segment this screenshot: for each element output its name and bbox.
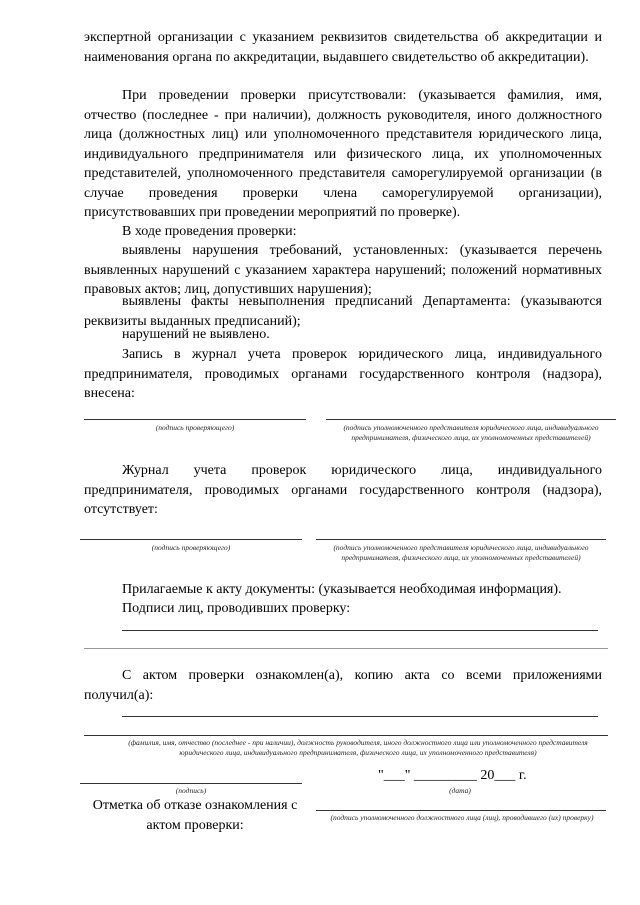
paragraph-accreditation: экспертной организации с указанием реквизитов свидетельства об аккредитации и наименования органа по аккредитации, выдавшего свидетельство об аккредитации). bbox=[84, 30, 602, 65]
refusal-mark-text: Отметка об отказе ознакомления с актом проверки: bbox=[92, 798, 298, 833]
representative-signature-line-1 bbox=[326, 419, 616, 420]
inspector-signature-caption-2: (подпись проверяющего) bbox=[151, 543, 231, 552]
representative-signature-caption-1: (подпись уполномоченного представителя юридического лица, индивидуального предпринимателя, физического лица, их уполномоченных представителей) bbox=[343, 423, 599, 442]
name-position-caption: (фамилия, имя, отчество (последнее - при наличии), должность руководителя, иного должностного лица или уполномоченного представителя юридического лица, индивидуального предпринимателя, физического лица, их уполномоченного представителя) bbox=[128, 738, 588, 757]
paragraph-acquainted: С актом проверки ознакомлен(а), копию акта со всеми приложениями получил(а): bbox=[84, 668, 602, 703]
attached-documents-text: Прилагаемые к акту документы: (указывается необходимая информация). bbox=[122, 582, 562, 597]
paragraph-journal-absent: Журнал учета проверок юридического лица, индивидуального предпринимателя, проводимых органами государственного контроля (надзора), отсутствует: bbox=[84, 463, 602, 517]
date-caption: (дата) bbox=[449, 786, 471, 795]
signature-caption: (подпись) bbox=[175, 786, 207, 795]
representative-signature-caption-2: (подпись уполномоченного представителя юридического лица, индивидуального предпринимателя, физического лица, их уполномоченных представителей) bbox=[333, 543, 589, 562]
inspectors-signatures-text: Подписи лиц, проводивших проверку: bbox=[122, 601, 351, 616]
official-signature-line bbox=[316, 810, 606, 811]
acquainted-name-line bbox=[84, 735, 608, 736]
inspectors-signature-line-2 bbox=[84, 648, 608, 649]
acquainted-line bbox=[122, 716, 598, 717]
inspector-signature-line-1 bbox=[84, 419, 306, 420]
inspector-signature-caption-1: (подпись проверяющего) bbox=[155, 423, 235, 432]
inspector-signature-line-2 bbox=[80, 539, 302, 540]
representative-signature-line-2 bbox=[316, 539, 606, 540]
signature-line bbox=[80, 783, 302, 784]
paragraph-prescriptions: выявлены факты невыполнения предписаний Департамента: (указываются реквизиты выданных предписаний); bbox=[84, 294, 602, 329]
paragraph-violations: выявлены нарушения требований, установленных: (указывается перечень выявленных нарушений с указанием характера нарушений; положений нормативных правовых актов; лиц, допустивших нарушения); bbox=[84, 243, 602, 297]
paragraph-during-check: В ходе проведения проверки: bbox=[122, 224, 297, 239]
paragraph-journal-entry: Запись в журнал учета проверок юридического лица, индивидуального предпринимателя, проводимых органами государственного контроля (надзора), внесена: bbox=[84, 347, 602, 401]
inspectors-signature-line bbox=[122, 630, 598, 631]
date-line-text: "___" _________ 20___ г. bbox=[378, 768, 527, 783]
paragraph-no-violations: нарушений не выявлено. bbox=[122, 327, 270, 342]
official-signature-caption: (подпись уполномоченного должностного лица (лиц), проводившего (их) проверку) bbox=[330, 813, 594, 822]
paragraph-present: При проведении проверки присутствовали: (указывается фамилия, имя, отчество (последнее - при наличии), должность руководителя, иного должностного лица (должностных лиц) или уполномоченного представителя юридического лица, индивидуального предпринимателя или физического лица, их уполномоченных представителей, уполномоченного представителя саморегулируемой организации (в случае проведения проверки члена саморегулируемой организации), присутствовавших при проведении мероприятий по проверке). bbox=[84, 88, 602, 220]
